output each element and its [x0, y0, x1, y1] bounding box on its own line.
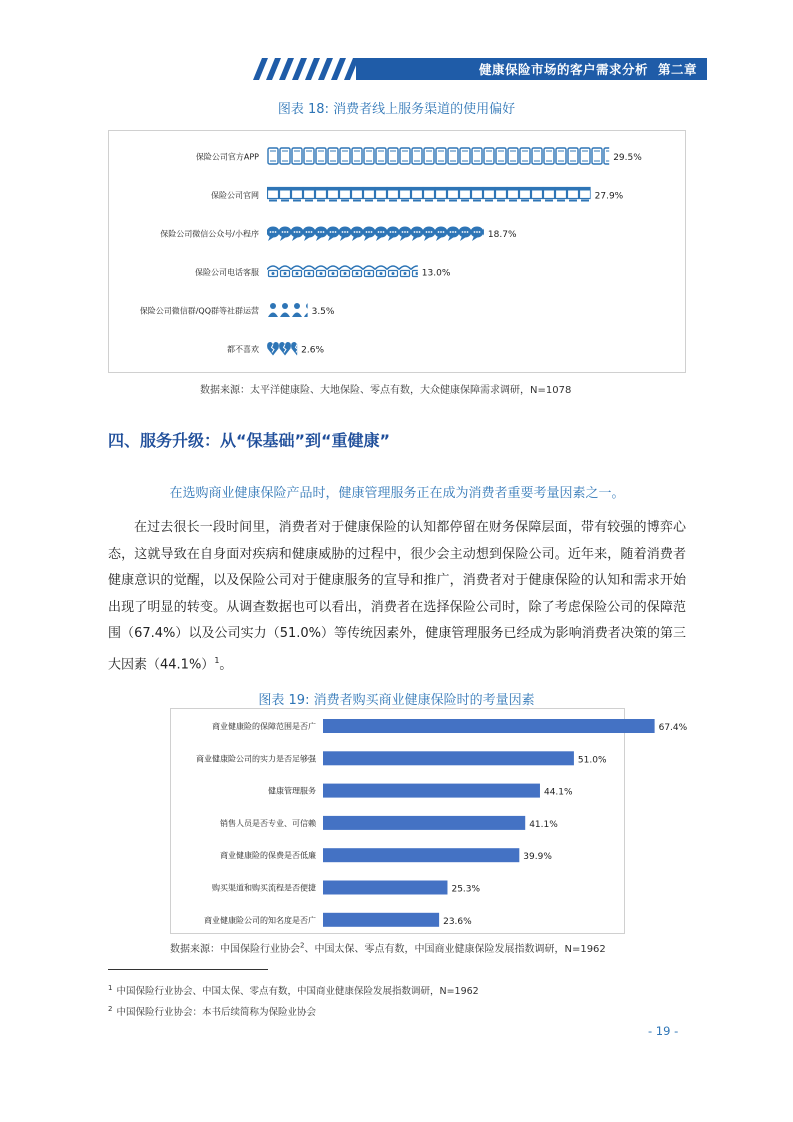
figure-19-source-rest: 、中国太保、零点有数，中国商业健康保险发展指数调研，N=1962	[304, 944, 606, 955]
figure-18-bar	[268, 148, 614, 164]
footnote-2	[108, 1004, 316, 1018]
header-title: 健康保险市场的客户需求分析	[478, 62, 648, 77]
figure-19-bar	[323, 719, 655, 733]
figure-19-category-label: 商业健康险公司的知名度是否广	[204, 915, 316, 925]
figure-18-category-label: 保险公司官网	[211, 191, 259, 200]
figure-18-category-label: 都不喜欢	[227, 345, 259, 354]
highlight-sentence: 在选购商业健康保险产品时，健康管理服务正在成为消费者重要考量因素之一。	[169, 486, 625, 501]
figure-19-bar	[323, 848, 519, 862]
figure-19-value-label: 44.1%	[543, 787, 573, 798]
figure-19-value-label: 41.1%	[529, 819, 558, 830]
figure-19-value-label: 39.9%	[523, 852, 552, 863]
figure-18-bar	[267, 342, 303, 356]
figure-18-category-label: 保险公司微信公众号/小程序	[160, 229, 259, 239]
figure-19-caption: 图表 19: 消费者购买商业健康保险时的考量因素	[258, 693, 535, 708]
figure-19-source	[170, 940, 606, 955]
figure-19-chart	[171, 709, 688, 933]
figure-18-chart	[109, 131, 685, 372]
figure-18-caption: 图表 18: 消费者线上服务渠道的使用偏好	[277, 102, 516, 117]
figure-19-category-label: 商业健康险的保费是否低廉	[220, 851, 316, 861]
header-chapter: 第二章	[657, 62, 697, 77]
header-stripes-decoration	[253, 58, 365, 80]
body-paragraph	[108, 515, 686, 678]
figure-19-category-label: 健康管理服务	[268, 786, 316, 796]
figure-18-category-label: 保险公司官方APP	[195, 152, 259, 162]
figure-18-bar	[268, 303, 314, 317]
figure-19-value-label: 67.4%	[658, 723, 688, 733]
footnote-2-mark: 2	[108, 1004, 113, 1013]
figure-18-bar	[267, 227, 496, 242]
figure-18-bar	[267, 266, 423, 277]
figure-19-bar	[323, 881, 447, 895]
figure-19-bar	[323, 913, 439, 927]
figure-19-category-label: 商业健康险公司的实力是否足够强	[196, 754, 316, 764]
figure-18-value-label: 18.7%	[487, 230, 517, 240]
figure-19-value-label: 23.6%	[443, 916, 472, 927]
running-header	[356, 58, 707, 80]
footnote-1	[108, 983, 479, 997]
footnote-1-text: 中国保险行业协会、中国太保、零点有数，中国商业健康保险发展指数调研，N=1962	[116, 986, 479, 997]
figure-19-category-label: 商业健康险的保障范围是否广	[212, 722, 316, 731]
figure-18-category-label: 保险公司微信群/QQ群等社群运营	[139, 306, 259, 316]
footnote-1-mark: 1	[108, 983, 113, 992]
body-paragraph-text: 在过去很长一段时间里，消费者对于健康保险的认知都停留在财务保障层面，带有较强的博弈心态，这就导致在自身面对疾病和健康威胁的过程中，很少会主动想到保险公司。近年来，随着消费者健康意识的觉醒，以及保险公司对于健康服务的宣导和推广，消费者对于健康保险的认知和需求开始出现了明显的转变。从调查数据也可以看出，消费者在选择保险公司时，除了考虑保险公司的保障范围（67.4%）以及公司实力（51.0%）等传统因素外，健康管理服务已经成为影响消费者决策的第三大因素（44.1%）	[108, 520, 686, 672]
figure-18-category-label: 保险公司电话客服	[195, 268, 259, 277]
figure-19-source-text: 数据来源：中国保险行业协会	[170, 944, 300, 955]
figure-18-bar	[268, 188, 591, 202]
body-paragraph-end: 。	[219, 656, 233, 672]
figure-19-bar	[323, 751, 574, 765]
page-number: - 19 -	[648, 1024, 679, 1038]
figure-18-value-label: 2.6%	[301, 345, 325, 356]
figure-18-value-label: 13.0%	[421, 268, 451, 279]
figure-18-value-label: 27.9%	[594, 191, 624, 202]
figure-19-chart-frame	[170, 708, 688, 934]
section-heading: 四、服务升级：从“保基础”到“重健康”	[108, 431, 391, 450]
footnote-2-text: 中国保险行业协会：本书后续简称为保险业协会	[116, 1007, 316, 1018]
footnote-ref-2[interactable]: 2	[300, 941, 305, 950]
footnote-ref-1[interactable]: 1	[214, 655, 220, 665]
footnote-divider	[108, 969, 268, 970]
figure-19-bar	[323, 816, 525, 830]
figure-18-source: 数据来源：太平洋健康险、大地保险、零点有数，大众健康保障需求调研，N=1078	[200, 385, 572, 396]
figure-18-value-label: 29.5%	[613, 153, 642, 163]
figure-19-value-label: 51.0%	[577, 755, 607, 766]
figure-18-value-label: 3.5%	[311, 307, 335, 317]
figure-19-bar	[323, 784, 540, 798]
figure-19-category-label: 销售人员是否专业、可信赖	[220, 818, 316, 828]
figure-19-category-label: 购买渠道和购买流程是否便捷	[212, 883, 316, 893]
figure-19-value-label: 25.3%	[451, 884, 481, 895]
figure-18-chart-frame	[108, 130, 686, 373]
